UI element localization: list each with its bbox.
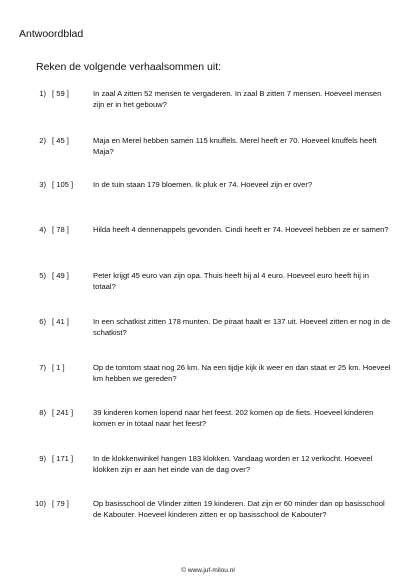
question-number: 1) bbox=[39, 89, 46, 98]
page-title: Antwoordblad bbox=[19, 28, 84, 40]
question-text: Op basisschool de Vlinder zitten 19 kinderen. Dat zijn er 60 minder dan op basisschool de Kabouter. Hoeveel kinderen zitten er op basisschool de Kabouter? bbox=[93, 499, 385, 519]
instruction-heading: Reken de volgende verhaalsommen uit: bbox=[36, 61, 222, 73]
question-number: 2) bbox=[39, 136, 46, 145]
question-text: Maja en Merel hebben samen 115 knuffels. Merel heeft er 70. Hoeveel knuffels heeft Maja? bbox=[93, 136, 377, 156]
answer-value: [ 59 ] bbox=[52, 89, 69, 98]
answer-value: [ 171 ] bbox=[52, 454, 74, 463]
question-number: 10) bbox=[35, 499, 46, 508]
question-text: Op de tomtom staat nog 26 km. Na een tijdje kijk ik weer en dan staat er 25 km. Hoeveel km hebben we gereden? bbox=[93, 363, 391, 383]
question-number: 3) bbox=[39, 180, 46, 189]
answer-value: [ 1 ] bbox=[52, 363, 65, 372]
question-number: 8) bbox=[39, 408, 46, 417]
answer-value: [ 105 ] bbox=[52, 180, 74, 189]
answer-value: [ 41 ] bbox=[52, 317, 69, 326]
question-number: 6) bbox=[39, 317, 46, 326]
question-number: 7) bbox=[39, 363, 46, 372]
question-text: In een schatkist zitten 178 munten. De piraat haalt er 137 uit. Hoeveel zitten er nog in de schatkist? bbox=[93, 317, 391, 337]
question-text: Peter krijgt 45 euro van zijn opa. Thuis heeft hij al 4 euro. Hoeveel euro heeft hij in totaal? bbox=[93, 271, 369, 291]
answer-value: [ 78 ] bbox=[52, 225, 69, 234]
question-text: 39 kinderen komen lopend naar het feest. 202 komen op de fiets. Hoeveel kinderen komen er in totaal naar het feest? bbox=[93, 408, 374, 428]
question-number: 4) bbox=[39, 225, 46, 234]
answer-value: [ 49 ] bbox=[52, 271, 69, 280]
question-text: Hilda heeft 4 dennenappels gevonden. Cindi heeft er 74. Hoeveel hebben ze er samen? bbox=[93, 225, 389, 234]
question-text: In de tuin staan 179 bloemen. Ik pluk er 74. Hoeveel zijn er over? bbox=[93, 180, 313, 189]
footer-credit: © www.juf-milou.nl bbox=[181, 567, 235, 574]
answer-value: [ 241 ] bbox=[52, 408, 74, 417]
question-text: In de klokkenwinkel hangen 183 klokken. Vandaag worden er 12 verkocht. Hoeveel klokken zijn er aan het einde van de dag over? bbox=[93, 454, 373, 474]
answer-value: [ 79 ] bbox=[52, 499, 69, 508]
question-text: In zaal A zitten 52 mensen te vergaderen. In zaal B zitten 7 mensen. Hoeveel mensen zijn er in het gebouw? bbox=[93, 89, 382, 109]
question-number: 5) bbox=[39, 271, 46, 280]
question-number: 9) bbox=[39, 454, 46, 463]
answer-value: [ 45 ] bbox=[52, 136, 69, 145]
